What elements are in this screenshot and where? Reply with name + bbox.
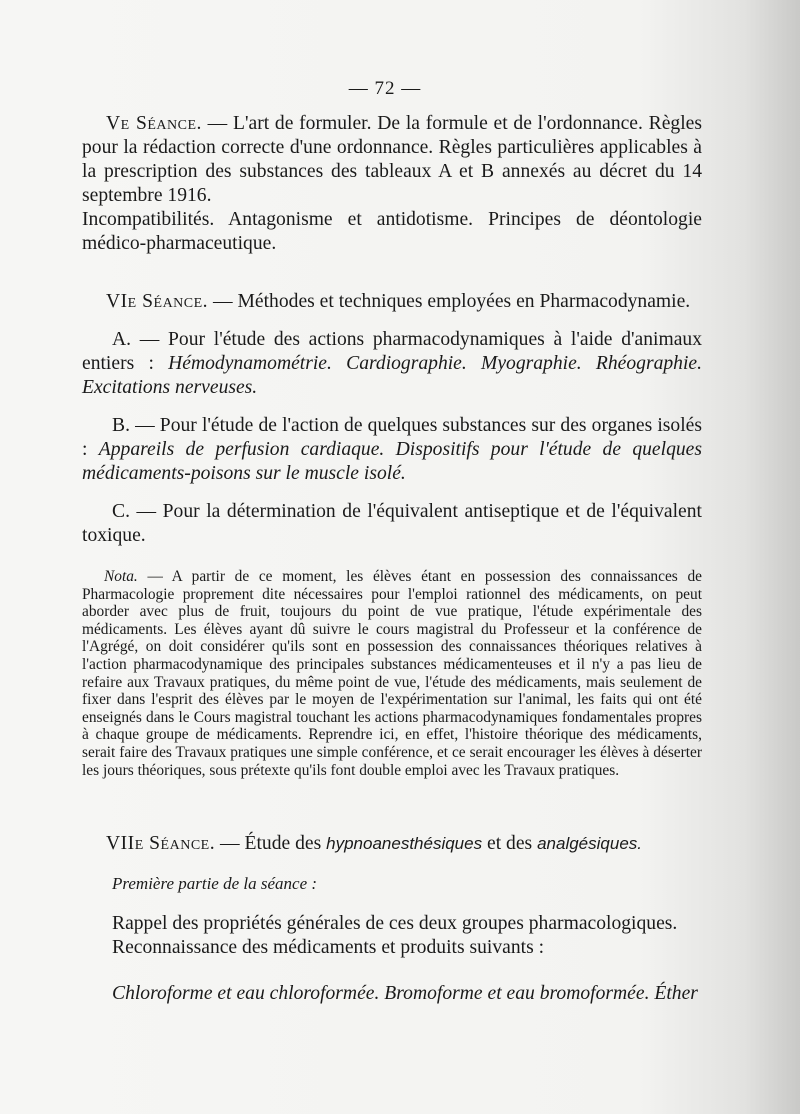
seance-7-last-line: Chloroforme et eau chloroformée. Bromoforme et eau bromoformée. Éther [112,983,698,1004]
page-number: — 72 — [348,78,422,99]
seance-6-item-b-methods: Appareils de perfusion cardiaque. Dispositifs pour l'étude de quelques médicaments-poisons sur le muscle isolé. [82,439,702,484]
seance-7-topic-hypnoanesthesiques: hypnoanesthésiques [326,834,483,853]
seance-5-text2: Incompatibilités. Antagonisme et antidotisme. Principes de déontologie médico-pharmaceutique. [82,209,702,254]
seance-6-title: — Méthodes et techniques employées en Pharmacodynamie. [213,291,691,312]
seance-7: VIIe Séance. — Étude des hypnoanesthésiques et des analgésiques. Première partie de la séance : Rappel des propriétés générales de ces deux groupes pharmacologiques. Reconnaissance des médicaments et produits suivants : Chloroforme et eau chloroformée. Bromoforme et eau bromoformée. Éther [82,832,702,1006]
seance-5-label: Ve Séance. [106,113,202,134]
nota-label: Nota. [104,568,138,585]
nota-block [82,568,702,779]
seance-7-line1: Rappel des propriétés générales de ces deux groupes pharmacologiques. [112,913,678,934]
seance-7-part1: Première partie de la séance : [112,874,318,893]
seance-7-line2: Reconnaissance des médicaments et produits suivants : [112,937,545,958]
seance-7-label: VIIe Séance. [106,833,216,854]
nota-text: — A partir de ce moment, les élèves étant en possession des connaissances de Pharmacologie proprement dite nécessaires pour l'emploi rationnel des médicaments, on peut aborder avec plus de fruit, toujours du point de vue pratique, l'étude expérimentale des médicaments. Les élèves ayant dû suivre le cours magistral du Professeur et la conférence de l'Agrégé, on doit considérer qu'ils sont en possession des connaissances théoriques relatives à l'action pharmacodynamique des principales substances médicamenteuses et il n'y a pas lieu de refaire aux Travaux pratiques, du même point de vue, l'étude des médicaments, mais seulement de fixer dans l'esprit des élèves par le moyen de l'expérimentation sur l'animal, les faits qui ont été enseignés dans le Cours magistral touchant les actions pharmacodynamiques fondamentales propres à chaque groupe de médicaments. Reprendre ici, en effet, l'histoire théorique des médicaments, serait faire des Travaux pratiques une simple conférence, et ce serait encourager les élèves à déserter les jours théoriques, sous prétexte qu'ils font double emploi avec les Travaux pratiques. [82,568,702,779]
seance-6-item-a-methods: Hémodynamométrie. Cardiographie. Myographie. Rhéographie. Excitations nerveuses. [82,353,702,398]
seance-6-item-a: A. — Pour l'étude des actions pharmacodynamiques à l'aide d'animaux entiers : Hémodynamométrie. Cardiographie. Myographie. Rhéographie. Excitations nerveuses. [82,329,702,398]
seance-5 [82,112,702,256]
seance-7-topic-analgesiques: analgésiques. [537,834,642,853]
seance-6-item-c: C. — Pour la détermination de l'équivalent antiseptique et de l'équivalent toxique. [82,501,702,546]
seance-6-label: VIe Séance. [106,291,209,312]
seance-5-text: — L'art de formuler. De la formule et de l'ordonnance. Règles pour la rédaction correcte d'une ordonnance. Règles particulières applicables à la prescription des substances des tableaux A et B annexés au décret du 14 septembre 1916. [82,113,702,206]
seance-6 [82,290,702,548]
seance-6-item-b: B. — Pour l'étude de l'action de quelques substances sur des organes isolés : Appareils de perfusion cardiaque. Dispositifs pour l'étude de quelques médicaments-poisons sur le muscle isolé. [82,415,702,484]
